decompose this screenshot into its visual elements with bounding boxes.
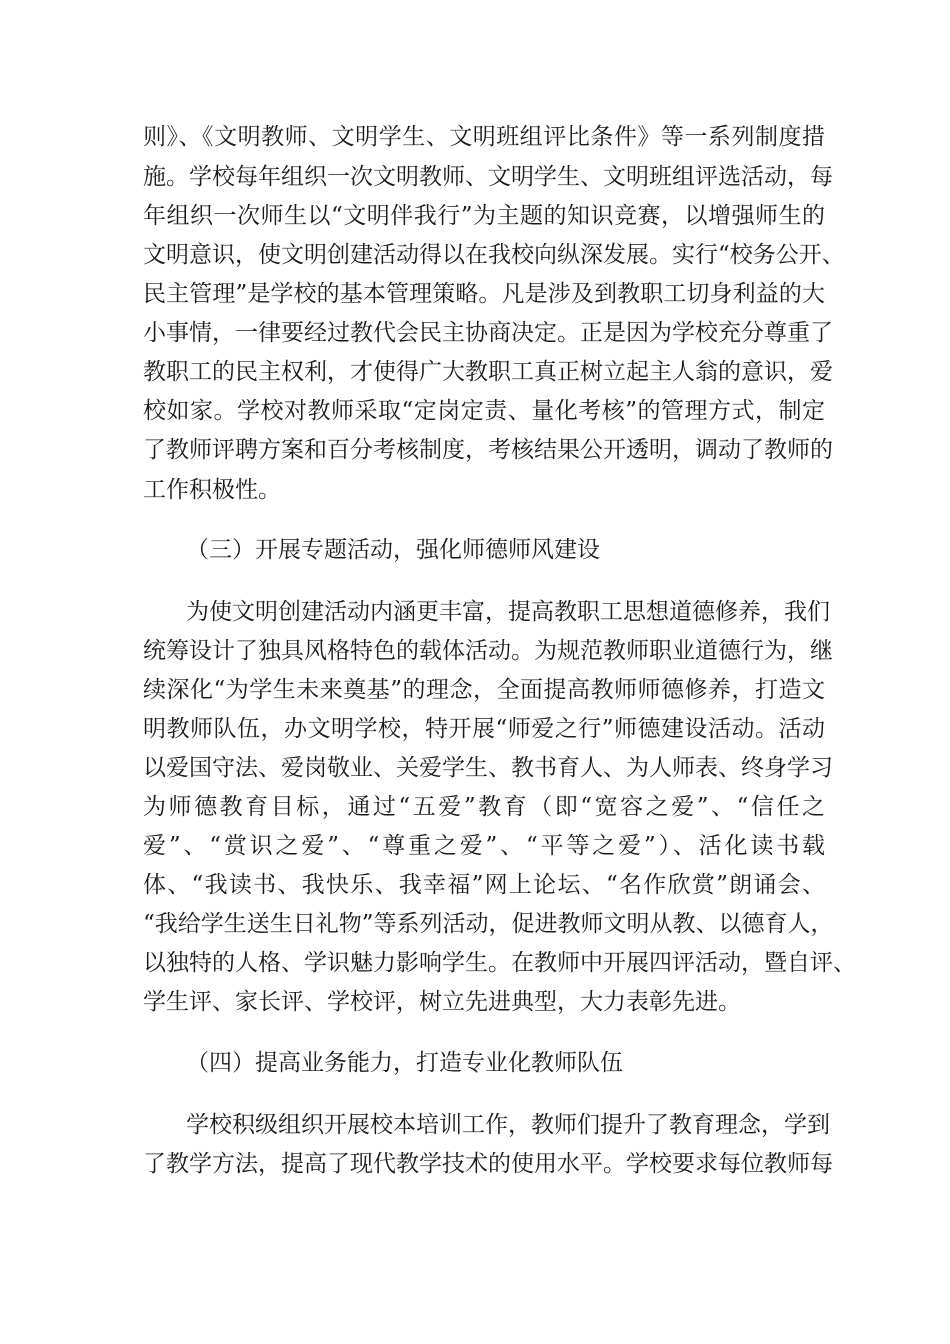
text-line: 以爱国守法、爱岗敬业、关爱学生、教书育人、为人师表、终身学习 [143,755,833,781]
text-line: 统筹设计了独具风格特色的载体活动。为规范教师职业道德行为，继 [143,638,833,664]
text-line: 学校积级组织开展校本培训工作，教师们提升了教育理念，学到 [186,1112,830,1138]
text-line: 为使文明创建活动内涵更丰富，提高教职工思想道德修养，我们 [186,599,830,625]
text-line: 民主管理”是学校的基本管理策略。凡是涉及到教职工切身利益的大 [143,281,825,307]
text-line: 了教师评聘方案和百分考核制度，考核结果公开透明，调动了教师的 [143,437,833,463]
text-line: 爱”、“赏识之爱”、“尊重之爱”、“平等之爱”）、活化读书载 [143,833,825,859]
text-line: 施。学校每年组织一次文明教师、文明学生、文明班组评选活动，每 [143,164,833,190]
text-line: 文明意识，使文明创建活动得以在我校向纵深发展。实行“校务公开、 [143,242,845,268]
text-line: 工作积极性。 [143,477,281,503]
text-line: 学生评、家长评、学校评，树立先进典型，大力表彰先进。 [143,989,741,1015]
text-line: 为师德教育目标，通过“五爱”教育（即“宽容之爱”、“信任之 [143,794,825,820]
text-line: 年组织一次师生以“文明伴我行”为主题的知识竞赛，以增强师生的 [143,203,825,229]
text-line: 小事情，一律要经过教代会民主协商决定。正是因为学校充分尊重了 [143,320,833,346]
text-line: 校如家。学校对教师采取“定岗定责、量化考核”的管理方式，制定 [143,398,825,424]
text-line: 续深化“为学生未来奠基”的理念，全面提高教师师德修养，打造文 [143,677,825,703]
text-line: 以独特的人格、学识魅力影响学生。在教师中开展四评活动，暨自评、 [143,950,856,976]
text-line: 了教学方法，提高了现代教学技术的使用水平。学校要求每位教师每 [143,1151,833,1177]
text-line: 体、“我读书、我快乐、我幸福”网上论坛、“名作欣赏”朗诵会、 [143,872,825,898]
text-line: 教职工的民主权利，才使得广大教职工真正树立起主人翁的意识，爱 [143,359,833,385]
text-line: 则》、《文明教师、文明学生、文明班组评比条件》等一系列制度措 [143,124,825,150]
section-heading: （三）开展专题活动，强化师德师风建设 [186,537,600,563]
text-line: 明教师队伍，办文明学校，特开展“师爱之行”师德建设活动。活动 [143,716,825,742]
section-heading: （四）提高业务能力，打造专业化教师队伍 [186,1050,623,1076]
text-line: “我给学生送生日礼物”等系列活动，促进教师文明从教、以德育人， [143,911,834,937]
